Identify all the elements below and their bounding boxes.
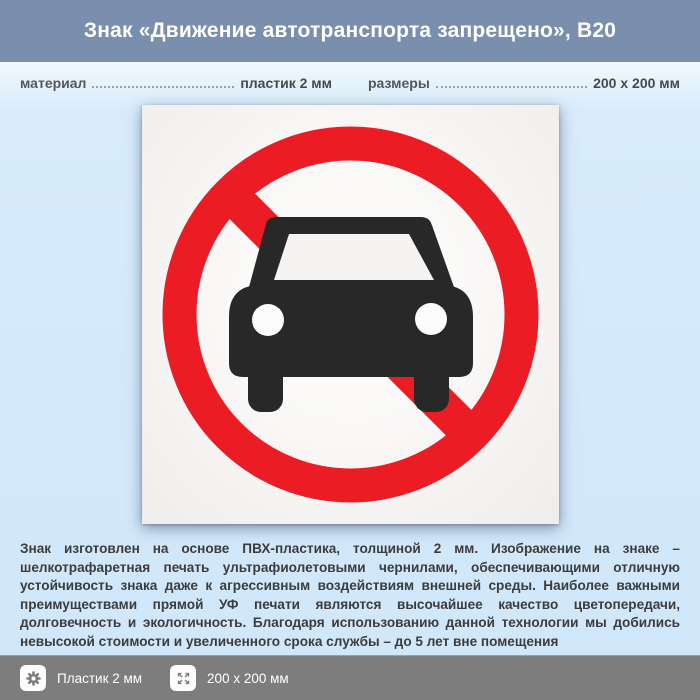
sign-image-card [142, 105, 559, 524]
footer-size-label: 200 x 200 мм [207, 670, 289, 686]
car-icon [229, 217, 473, 412]
footer-material-label: Пластик 2 мм [57, 670, 143, 686]
spec-material [20, 75, 332, 91]
spec-size-label: размеры [368, 75, 430, 91]
expand-icon [170, 665, 196, 691]
gear-icon [20, 665, 46, 691]
spec-size [368, 75, 680, 91]
dotted-leader [436, 86, 587, 88]
footer-bar [0, 655, 700, 700]
product-description: Знак изготовлен на основе ПВХ-пластика, толщиной 2 мм. Изображение на знаке – шелкотрафаретная печать ультрафиолетовыми чернилами, обеспечивающими отличную устойчивость знака даже к агрессивным воздействиям внешней среды. Наиболее важными преимуществами прямой УФ печати являются высочайшее качество цветопередачи, долговечность и экологичность. Благодаря использованию данной технологии мы добились невысокой стоимости и увеличенного срока службы – до 5 лет вне помещения [20, 541, 680, 649]
title-bar [0, 0, 700, 62]
spec-row [0, 75, 700, 91]
spec-material-label: материал [20, 75, 87, 91]
no-car-prohibition-sign-icon [142, 105, 559, 524]
footer-material-item [20, 665, 142, 691]
spec-size-value: 200 x 200 мм [593, 75, 680, 91]
page-title: Знак «Движение автотранспорта запрещено», В20 [83, 19, 617, 42]
spec-material-value: пластик 2 мм [240, 75, 332, 91]
dotted-leader [92, 86, 234, 88]
footer-size-item [170, 665, 289, 691]
